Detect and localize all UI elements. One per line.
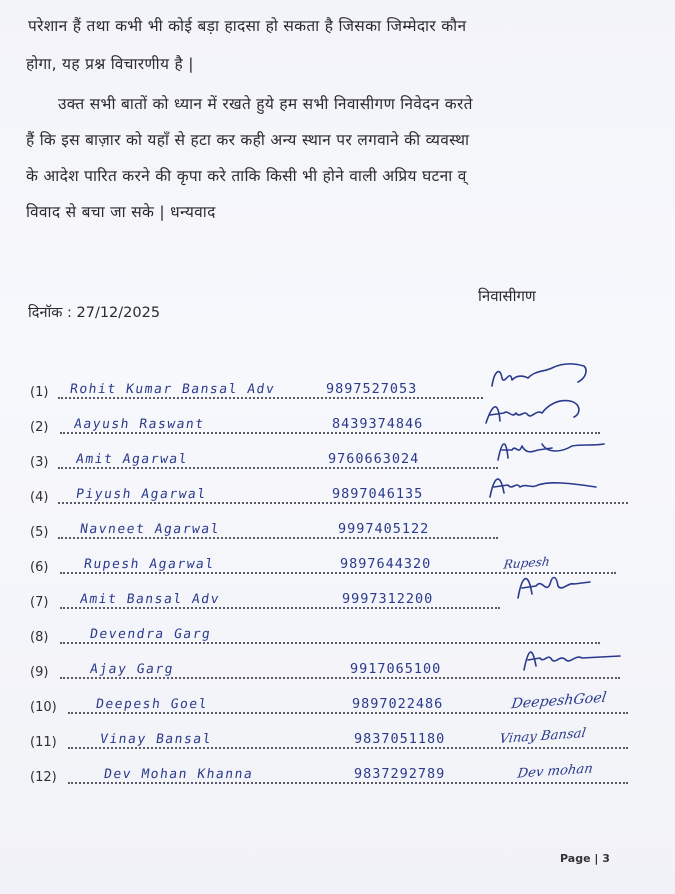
signatory-phone: 9837292789	[354, 766, 446, 782]
signatory-name: Deepesh Goel	[94, 697, 209, 712]
signatory-row	[30, 483, 630, 505]
dotted-line	[58, 467, 498, 469]
dotted-line	[68, 782, 628, 784]
residents-label: निवासीगण	[478, 287, 536, 305]
signature-text: Vinay Bansal	[498, 726, 587, 747]
signature	[516, 760, 594, 782]
signature	[480, 467, 600, 505]
signatory-phone: 9997312200	[342, 591, 434, 607]
signatory-name: Dev Mohan Khanna	[102, 767, 255, 782]
row-number: (6)	[30, 560, 49, 575]
row-number: (11)	[30, 735, 57, 750]
row-number: (1)	[30, 385, 49, 400]
signatory-row	[30, 728, 630, 750]
signature-text: Rupesh	[502, 554, 551, 572]
row-number: (2)	[30, 420, 49, 435]
signatory-phone: 9917065100	[350, 661, 442, 677]
signature	[510, 689, 608, 713]
dotted-line	[68, 747, 628, 749]
signature	[510, 642, 630, 678]
signature	[510, 568, 600, 606]
signature	[498, 725, 587, 747]
row-number: (10)	[30, 700, 57, 715]
signatory-name: Navneet Agarwal	[78, 522, 221, 537]
signature	[482, 395, 602, 433]
signatory-name: Aayush Raswant	[72, 417, 206, 432]
row-number: (12)	[30, 770, 57, 785]
signatory-phone: 9997405122	[338, 521, 430, 537]
signatory-phone: 9897644320	[340, 556, 432, 572]
dotted-line	[58, 397, 483, 399]
signatory-name: Amit Bansal Adv	[78, 592, 221, 607]
signatory-name: Ajay Garg	[88, 662, 176, 677]
signatory-phone: 9897022486	[352, 696, 444, 712]
row-number: (3)	[30, 455, 49, 470]
dotted-line	[58, 537, 498, 539]
signature-text: DeepeshGoel	[510, 689, 608, 713]
row-number: (9)	[30, 665, 49, 680]
row-number: (5)	[30, 525, 49, 540]
dotted-line	[60, 607, 500, 609]
row-number: (4)	[30, 490, 49, 505]
signatory-row	[30, 413, 630, 435]
signatory-name: Rohit Kumar Bansal Adv	[68, 382, 277, 397]
signature-text: Dev mohan	[516, 761, 594, 782]
signatory-name: Rupesh Agarwal	[82, 557, 216, 572]
letter-line-3: उक्त सभी बातों को ध्यान में रखते हुये हम सभी निवासीगण निवेदन करते	[58, 95, 473, 113]
signatory-name: Vinay Bansal	[98, 732, 213, 747]
letter-line-4: हैं कि इस बाज़ार को यहाँ से हटा कर कही अन्य स्थान पर लगवाने की व्यवस्था	[26, 131, 470, 149]
letter-line-2: होगा, यह प्रश्न विचारणीय है |	[26, 55, 194, 73]
signatory-row	[30, 588, 630, 610]
signatory-row	[30, 763, 630, 785]
signatory-row	[30, 689, 630, 715]
signature	[492, 434, 612, 468]
signatory-phone: 9897046135	[332, 486, 424, 502]
page-number: Page | 3	[560, 852, 610, 865]
date-line: दिनॉक : 27/12/2025	[28, 305, 161, 321]
signatory-phone: 9837051180	[354, 731, 446, 747]
signatory-row	[30, 658, 630, 680]
letter-line-6: विवाद से बचा जा सके | धन्यवाद	[26, 203, 216, 221]
signatory-row	[30, 518, 630, 540]
signatory-phone: 9760663024	[328, 451, 420, 467]
row-number: (8)	[30, 630, 49, 645]
signatory-name: Amit Agarwal	[74, 452, 189, 467]
letter-body	[26, 10, 646, 228]
letter-line-1: परेशान हैं तथा कभी भी कोई बड़ा हादसा हो सकता है जिसका जिम्मेदार कौन	[28, 17, 467, 35]
signatory-name: Piyush Agarwal	[74, 487, 208, 502]
signatory-name: Devendra Garg	[88, 627, 213, 642]
signature	[488, 358, 598, 396]
dotted-line	[68, 712, 628, 714]
row-number: (7)	[30, 595, 49, 610]
letter-line-5: के आदेश पारित करने की कृपा करे ताकि किसी भी होने वाली अप्रिय घटना व्	[26, 167, 467, 185]
signatory-phone: 8439374846	[332, 416, 424, 432]
signatory-phone: 9897527053	[326, 381, 418, 397]
